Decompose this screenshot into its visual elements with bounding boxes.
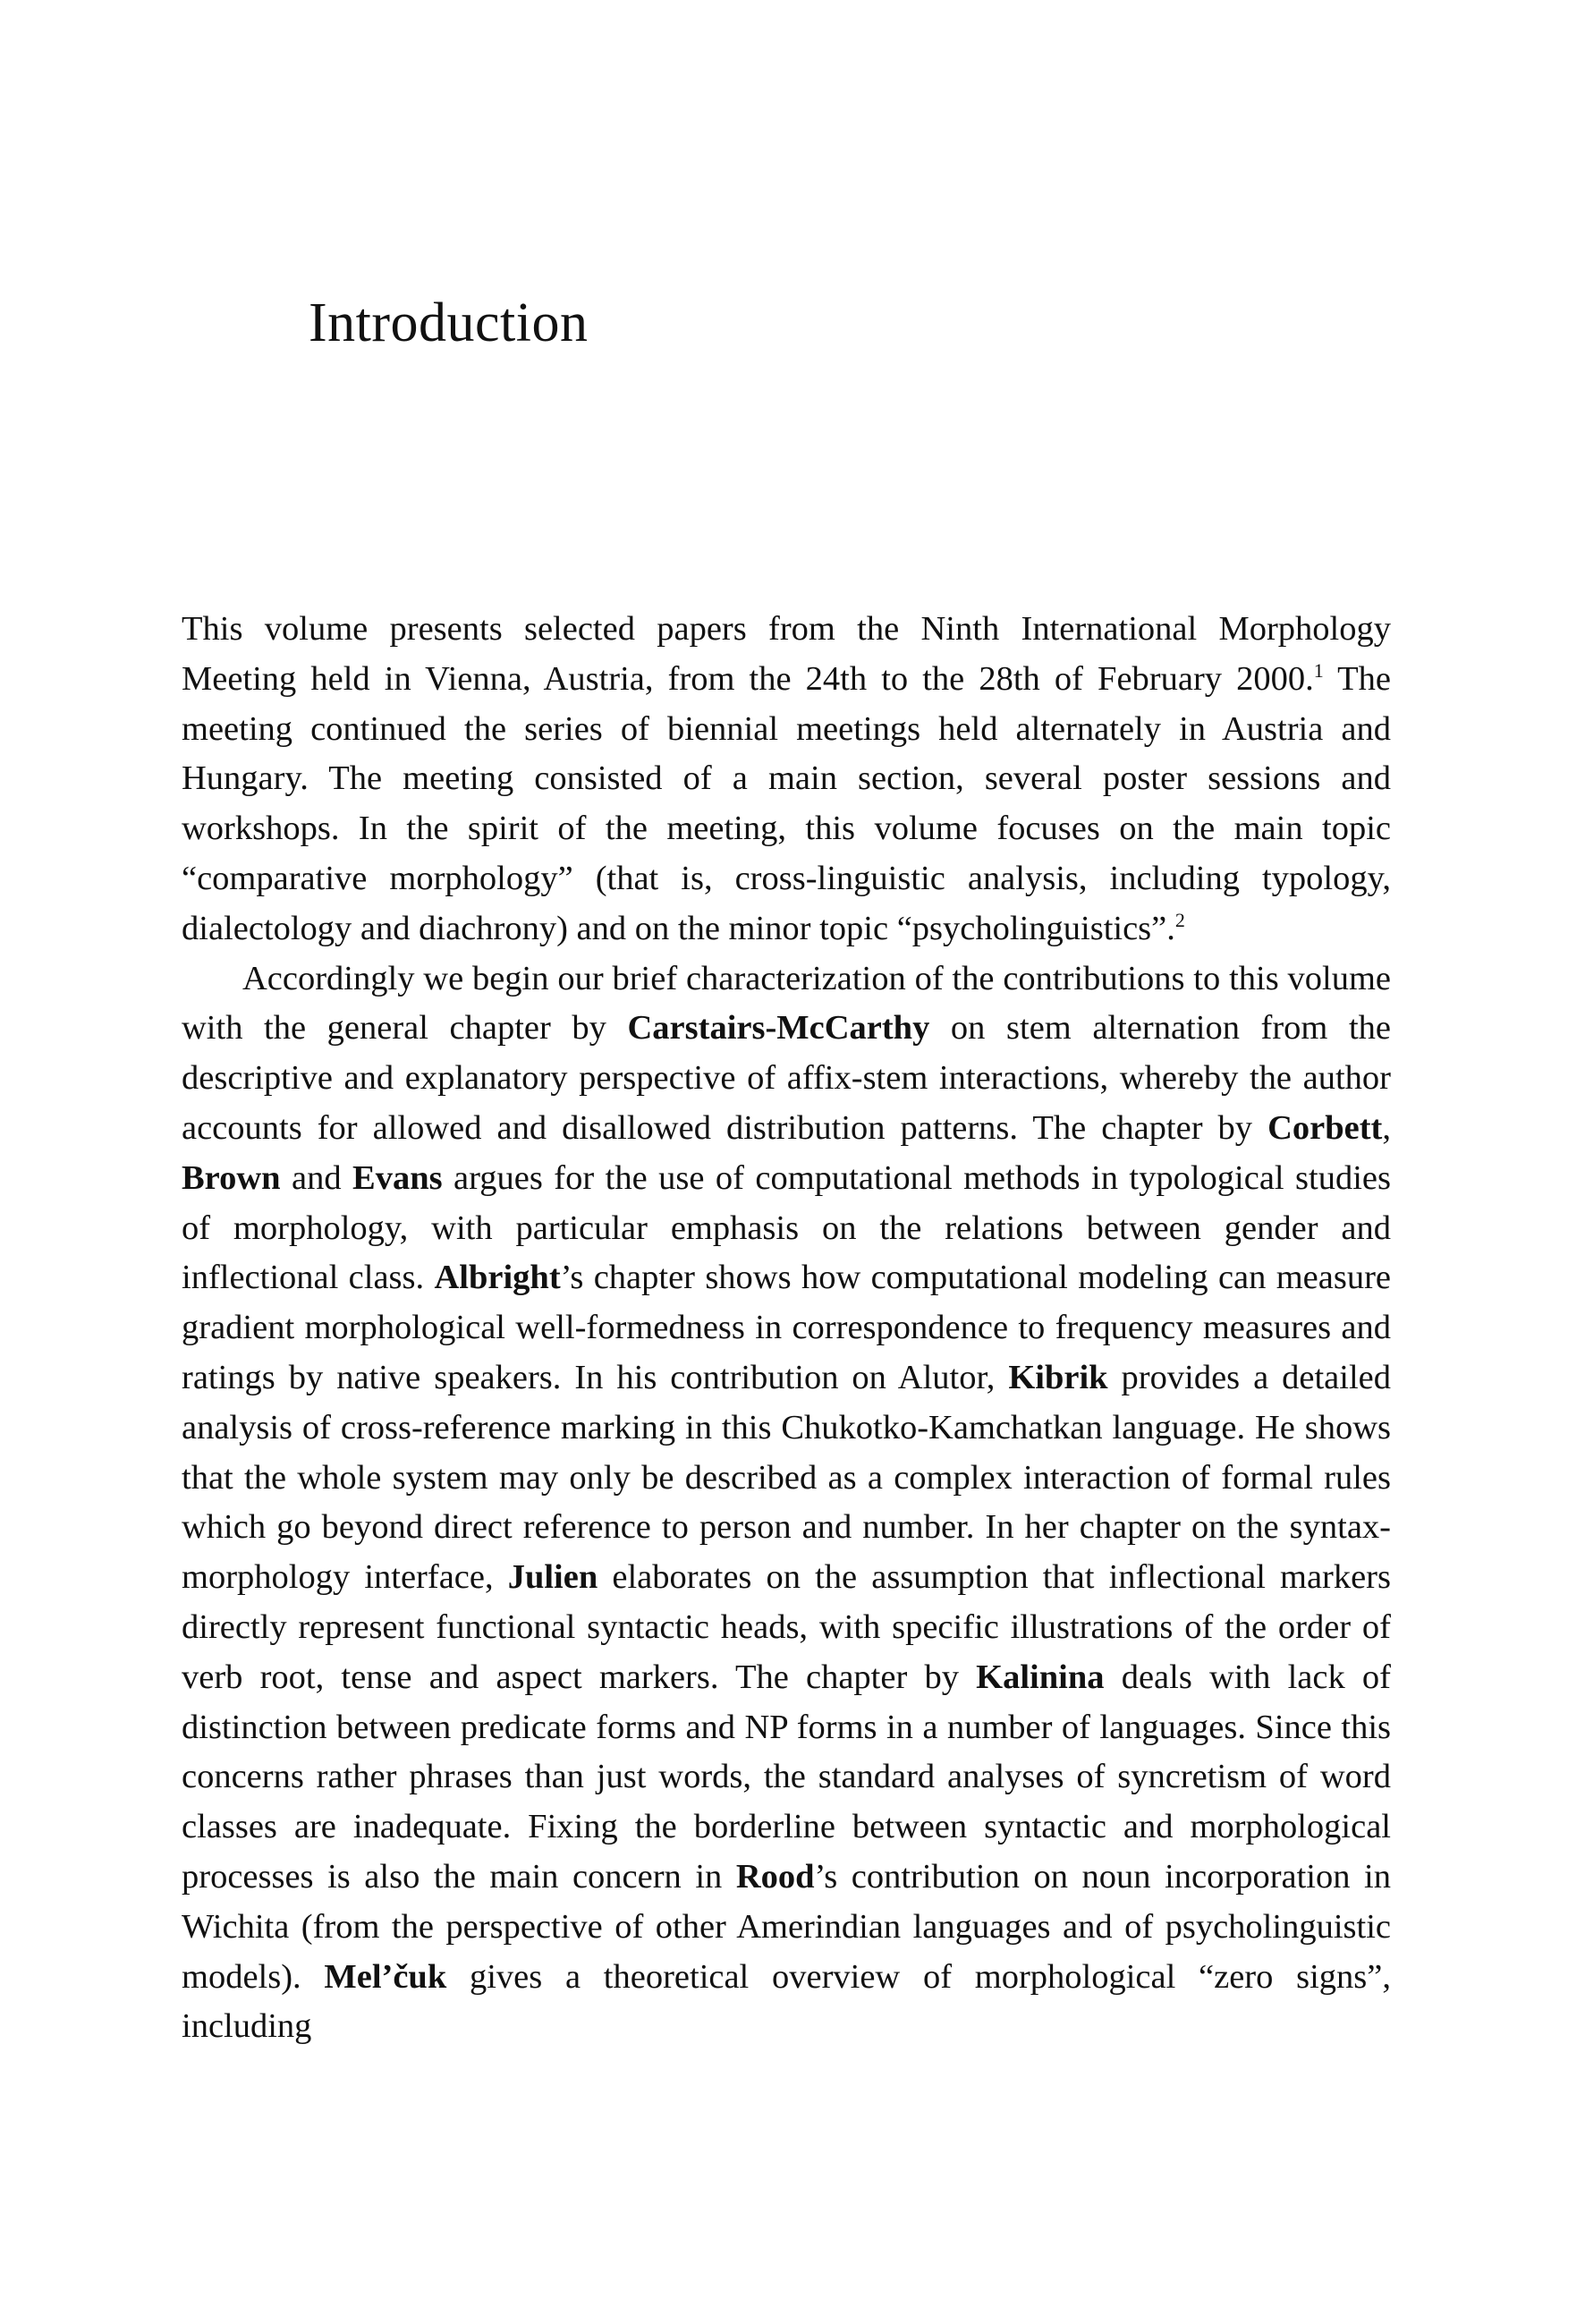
text-segment: ’s contribution on noun incorporation in Wichita (from the perspective of other Amerindian languages and of psycholinguistic models). (182, 1857, 1391, 1996)
author-name: Kibrik (1008, 1358, 1108, 1396)
text-segment: on stem alternation from the descriptive and explanatory perspective of affix-stem interactions, whereby the author accounts for allowed and disallowed distribution patterns. The chapter by (182, 1009, 1391, 1147)
text-segment: deals with lack of distinction between predicate forms and NP forms in a number of languages. Since this concerns rather phrases than just words, the standard analyses of syncretism of word classes are inadequate. Fixing the borderline between syntactic and morphological processes is also the main concern in (182, 1658, 1391, 1896)
author-name: Carstairs-McCarthy (627, 1009, 930, 1047)
text-segment: argues for the use of computational methods in typological studies of morphology, with particular emphasis on the relations between gender and inflectional class. (182, 1158, 1391, 1297)
footnote-ref-1[interactable]: 1 (1313, 658, 1324, 682)
author-name: Albright (434, 1259, 561, 1297)
text-segment: and (280, 1158, 353, 1197)
text-segment: , (1382, 1108, 1391, 1147)
text-segment: provides a detailed analysis of cross-reference marking in this Chukotko-Kamchatkan language. He shows that the whole system may only be described as a complex interaction of formal rules which go beyond direct reference to person and number. In her chapter on the syntax-morphology interface, (182, 1358, 1391, 1597)
author-name: Kalinina (976, 1658, 1105, 1696)
text-segment: gives a theoretical overview of morphological “zero signs”, including (182, 1957, 1391, 2046)
paragraph-1 (182, 605, 1391, 954)
paragraph-1-text: This volume presents selected papers from the Ninth International Morphology Meeting held in Vienna, Austria, from the 24th to the 28th of February 2000. (182, 610, 1391, 698)
author-name: Julien (507, 1558, 598, 1597)
page-title: Introduction (309, 293, 589, 353)
paragraph-1-text-continued: The meeting continued the series of biennial meetings held alternately in Austria and Hungary. The meeting consisted of a main section, several poster sessions and workshops. In the spirit of the meeting, this volume focuses on the main topic “comparative morphology” (that is, cross-linguistic analysis, including typology, dialectology and diachrony) and on the minor topic “psycholinguistics”. (182, 659, 1391, 947)
author-name: Rood (735, 1857, 815, 1896)
author-name: Evans (352, 1158, 443, 1197)
author-name: Brown (182, 1158, 281, 1197)
body-text (182, 605, 1391, 2052)
footnote-ref-2[interactable]: 2 (1174, 908, 1185, 931)
text-segment: ’s chapter shows how computational modeling can measure gradient morphological well-formedness in correspondence to frequency measures and ratings by native speakers. In his contribution on Alutor, (182, 1259, 1392, 1396)
author-name: Mel’čuk (324, 1957, 447, 1996)
author-name: Corbett (1267, 1108, 1383, 1147)
text-segment: Accordingly we begin our brief characterization of the contributions to this volume with the general chapter by (182, 959, 1391, 1047)
text-segment: elaborates on the assumption that inflectional markers directly represent functional syntactic heads, with specific illustrations of the order of verb root, tense and aspect markers. The chapter by (182, 1558, 1391, 1696)
paragraph-2 (182, 954, 1391, 2053)
